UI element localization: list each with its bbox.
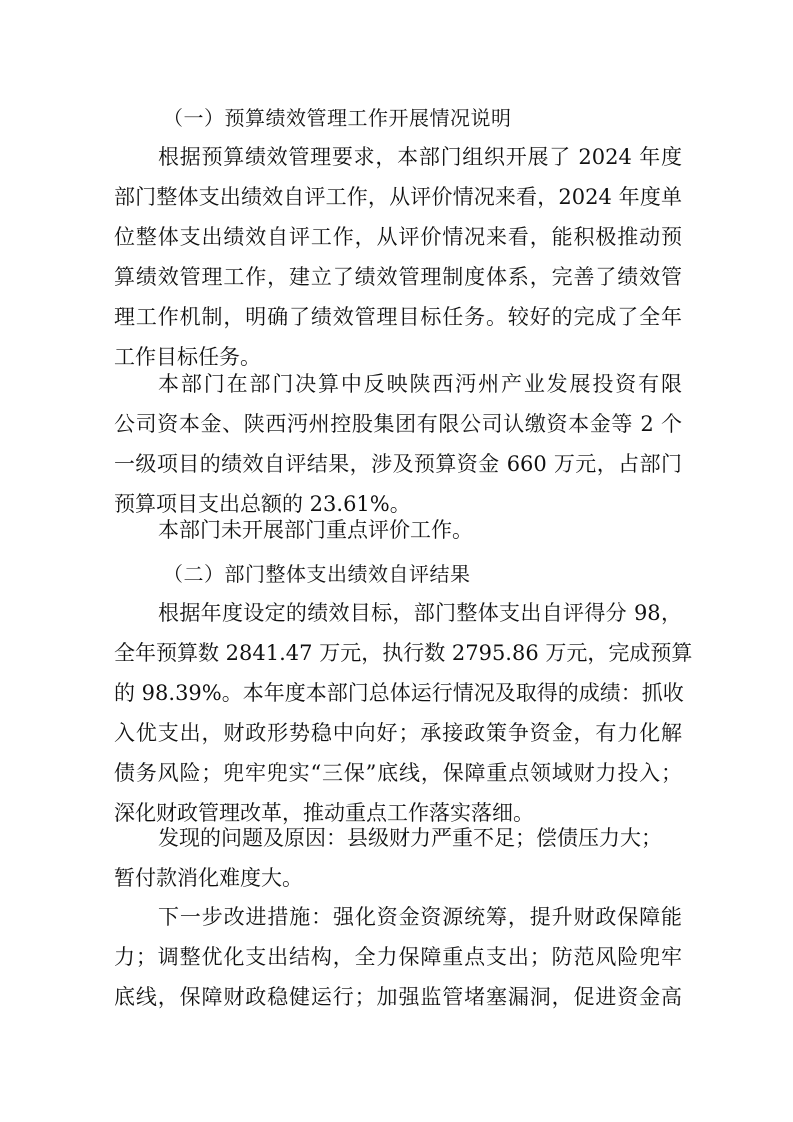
section-heading-2: （二）部门整体支出绩效自评结果 [163, 562, 471, 586]
text-line: 下一步改进措施：强化资金资源统筹，提升财政保障能 [158, 905, 682, 929]
text-line: 位整体支出绩效自评工作，从评价情况来看，能积极推动预 [114, 225, 682, 249]
text-line: 债务风险；兜牢兜实“三保”底线，保障重点领域财力投入； [114, 761, 682, 785]
text-line: 的 98.39%。本年度本部门总体运行情况及取得的成绩：抓收 [114, 681, 684, 705]
paragraph-improvements [114, 897, 682, 1017]
text-line: 力；调整优化支出结构，全力保障重点支出；防范风险兜牢 [114, 945, 682, 969]
text-line: 根据年度设定的绩效目标，部门整体支出自评得分 98， [158, 601, 682, 625]
text-line: 入优支出，财政形势稳中向好；承接政策争资金，有力化解 [114, 721, 682, 745]
text-line: 理工作机制，明确了绩效管理目标任务。较好的完成了全年 [114, 305, 682, 329]
paragraph-key-evaluation [114, 510, 682, 550]
text-line: 暂付款消化难度大。 [114, 866, 303, 890]
text-line: 本部门在部门决算中反映陕西沔州产业发展投资有限 [158, 372, 682, 396]
paragraph-problems [114, 818, 682, 898]
text-line: 算绩效管理工作，建立了绩效管理制度体系，完善了绩效管 [114, 265, 682, 289]
text-line: 工作目标任务。 [114, 345, 261, 369]
text-line: 发现的问题及原因：县级财力严重不足；偿债压力大； [158, 826, 662, 850]
text-line: 深化财政管理改革，推动重点工作落实落细。 [114, 801, 534, 825]
text-line: 本部门未开展部门重点评价工作。 [158, 518, 473, 542]
text-line: 预算项目支出总额的 23.61%。 [114, 492, 411, 516]
text-line: 公司资本金、陕西沔州控股集团有限公司认缴资本金等 2 个 [114, 412, 682, 436]
section-heading-1: （一）预算绩效管理工作开展情况说明 [163, 106, 512, 130]
paragraph-project-results [114, 364, 682, 524]
text-line: 根据预算绩效管理要求，本部门组织开展了 2024 年度 [158, 145, 682, 169]
paragraph-self-evaluation-result [114, 593, 693, 833]
text-line: 全年预算数 2841.47 万元，执行数 2795.86 万元，完成预算 [114, 641, 693, 665]
paragraph-performance-overview [114, 137, 682, 377]
text-line: 部门整体支出绩效自评工作，从评价情况来看，2024 年度单 [114, 185, 682, 209]
text-line: 底线，保障财政稳健运行；加强监管堵塞漏洞，促进资金高 [114, 985, 682, 1009]
text-line: 一级项目的绩效自评结果，涉及预算资金 660 万元，占部门 [114, 452, 682, 476]
